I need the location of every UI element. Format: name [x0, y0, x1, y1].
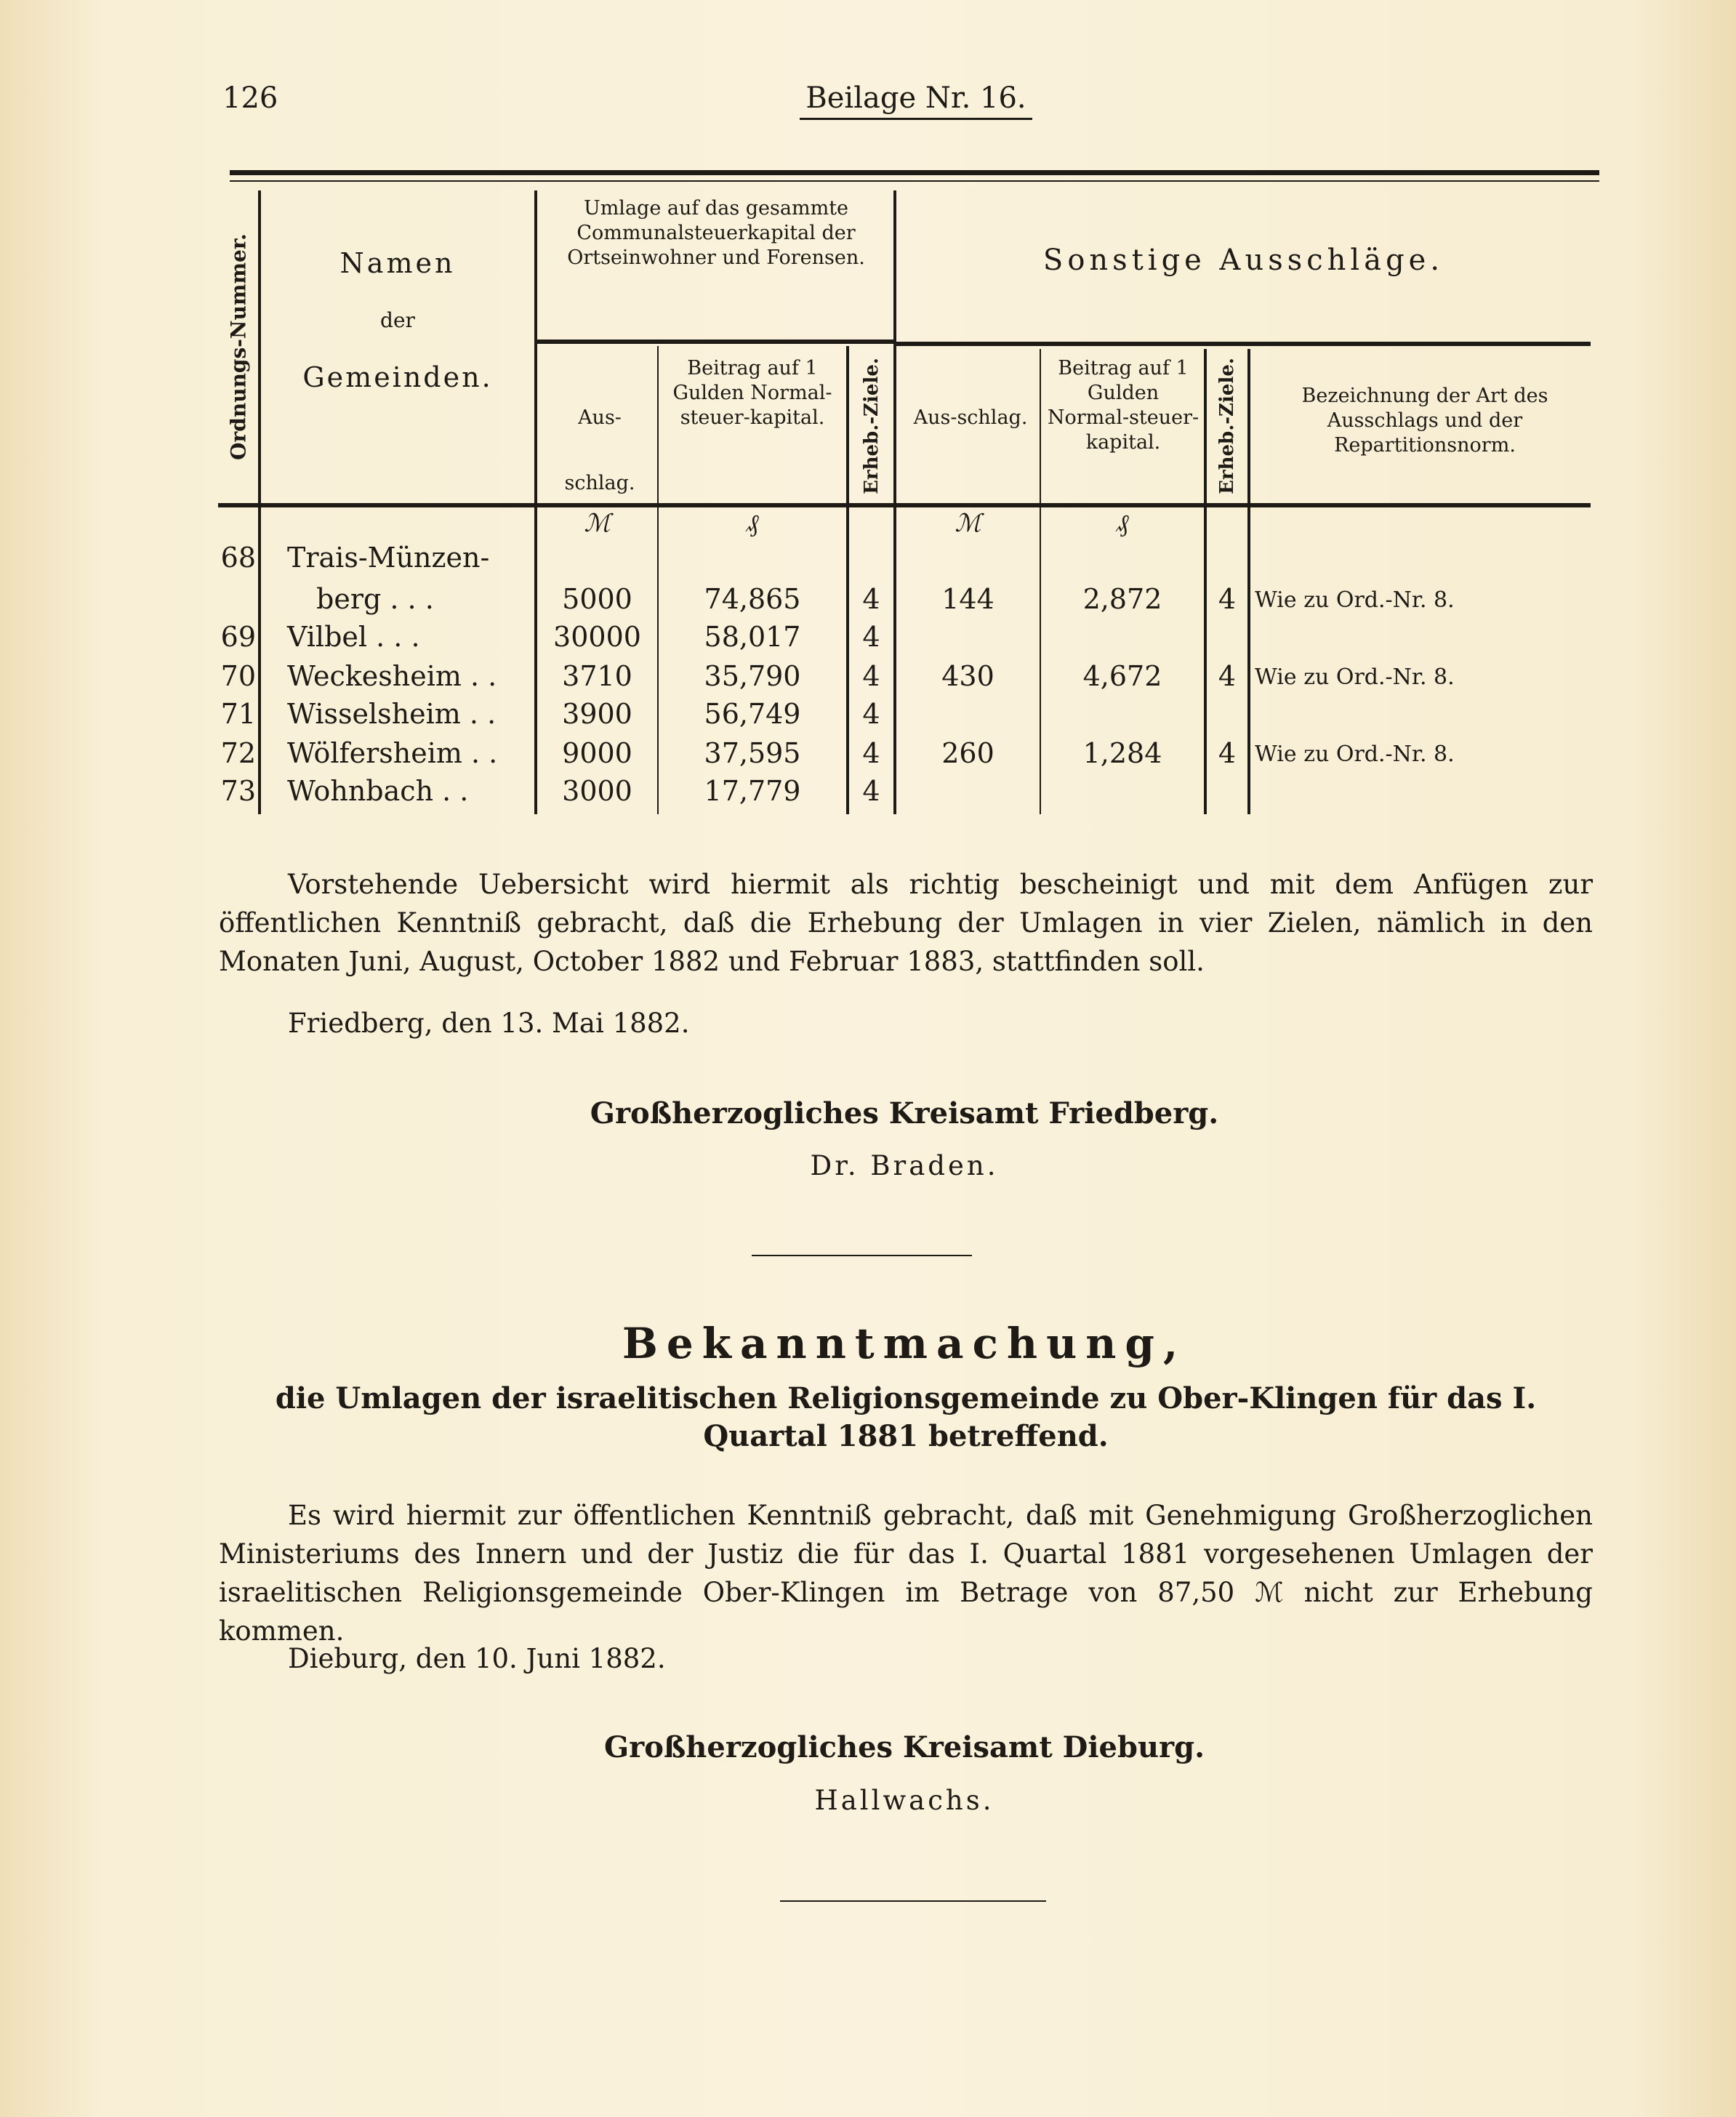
header-ordnungs-nummer-label: Ordnungs-Nummer.	[226, 233, 250, 460]
unit-mark: ℳ	[955, 509, 981, 538]
header-s-erheb-ziele-label: Erheb.-Ziele.	[1216, 358, 1238, 494]
cell-ausschlag: 3900	[562, 698, 632, 730]
header-namen	[261, 247, 534, 393]
cell-s-ausschlag: 430	[941, 660, 994, 692]
cell-s-beitrag: 2,872	[1082, 583, 1162, 615]
notice2-subtitle: die Umlagen der israelitischen Religionsgemeinde zu Ober-Klingen für das I. Quartal 1881 betreffend.	[275, 1381, 1537, 1453]
page-number: 126	[222, 81, 278, 115]
cell-s-beitrag: 1,284	[1082, 737, 1162, 769]
cell-name: Trais-Münzen-	[287, 542, 490, 574]
cell-s-ausschlag: 260	[941, 737, 994, 769]
cell-ziele: 4	[862, 775, 880, 807]
header-namen-line: der	[380, 308, 415, 332]
table-header-bottom-rule	[218, 503, 1591, 507]
header-s-beitrag: Beitrag auf 1 Gulden Normal-steuer-kapital.	[1047, 357, 1199, 454]
cell-ziele: 4	[862, 583, 880, 615]
notice1-body: Vorstehende Uebersicht wird hiermit als richtig bescheinigt und mit dem Anfügen zur öffentlichen Kenntniß gebracht, daß die Erhebung der Umlagen in vier Zielen, nämlich in den Monaten Juni, August, October 1882 und Februar 1883, stattfinden soll.	[219, 869, 1593, 977]
cell-beitrag: 17,779	[704, 775, 801, 807]
header-sonstige-group: Sonstige Ausschläge.	[1042, 244, 1444, 277]
sonstige-sub-rule	[895, 342, 1591, 346]
column-divider	[893, 190, 896, 814]
header-erheb-ziele-label: Erheb.-Ziele.	[860, 358, 883, 494]
cell-ausschlag: 5000	[562, 583, 632, 615]
cell-bezeichnung	[1255, 698, 1589, 702]
umlage-sub-rule	[536, 340, 895, 344]
header-ausschlag: Aus-schlag.	[564, 406, 635, 494]
header-namen-line: Namen	[339, 247, 456, 279]
cell-ausschlag: 3710	[562, 660, 632, 692]
notice2-title: Bekanntmachung,	[622, 1319, 1187, 1368]
table-top-thin-rule	[230, 180, 1599, 182]
header-s-ausschlag: Aus-schlag.	[913, 406, 1028, 429]
cell-bezeichnung	[1255, 775, 1589, 779]
cell-name-continued: berg . . .	[316, 583, 434, 615]
page-title: Beilage Nr. 16.	[800, 81, 1032, 120]
notice1-place-date: Friedberg, den 13. Mai 1882.	[288, 1008, 690, 1039]
notice1-authority: Großherzogliches Kreisamt Friedberg.	[590, 1096, 1219, 1130]
cell-ausschlag: 3000	[562, 775, 632, 807]
cell-beitrag: 37,595	[704, 737, 801, 769]
notice2-signature: Hallwachs.	[814, 1785, 994, 1816]
cell-s-ausschlag: 144	[941, 583, 994, 615]
cell-name: Weckesheim . .	[287, 660, 497, 692]
cell-nr: 70	[220, 660, 256, 692]
notice2-authority: Großherzogliches Kreisamt Dieburg.	[604, 1730, 1205, 1764]
cell-name: Wisselsheim . .	[287, 698, 497, 730]
cell-nr: 68	[220, 542, 256, 574]
cell-ziele: 4	[862, 621, 880, 653]
notice2-place-date: Dieburg, den 10. Juni 1882.	[288, 1643, 666, 1674]
header-s-erheb-ziele	[1207, 349, 1247, 503]
cell-nr: 72	[220, 737, 256, 769]
cell-bezeichnung: Wie zu Ord.-Nr. 8.	[1255, 742, 1455, 767]
header-beitrag: Beitrag auf 1 Gulden Normal-steuer-kapital.	[672, 357, 832, 429]
cell-ziele: 4	[862, 698, 880, 730]
unit-pfennig: ₰	[1116, 509, 1129, 538]
cell-nr: 71	[220, 698, 256, 730]
cell-beitrag: 56,749	[704, 698, 801, 730]
cell-name: Wohnbach . .	[287, 775, 469, 807]
cell-bezeichnung: Wie zu Ord.-Nr. 8.	[1255, 587, 1455, 613]
header-erheb-ziele	[849, 349, 893, 503]
cell-name: Vilbel . . .	[287, 621, 420, 653]
cell-ausschlag: 30000	[553, 621, 641, 653]
column-divider	[1247, 349, 1250, 814]
cell-ziele: 4	[862, 737, 880, 769]
table-top-rule	[230, 170, 1599, 175]
cell-beitrag: 58,017	[704, 621, 801, 653]
header-namen-line: Gemeinden.	[302, 361, 493, 393]
cell-bezeichnung	[1255, 621, 1589, 625]
cell-bezeichnung: Wie zu Ord.-Nr. 8.	[1255, 664, 1455, 690]
unit-pfennig: ₰	[746, 509, 759, 538]
header-umlage-group: Umlage auf das gesammte Communalsteuerkapital der Ortseinwohner und Forensen.	[567, 197, 865, 269]
unit-mark: ℳ	[584, 509, 611, 538]
cell-s-ziele: 4	[1218, 583, 1237, 615]
cell-beitrag: 35,790	[704, 660, 801, 692]
notice1-signature: Dr. Braden.	[810, 1150, 999, 1181]
divider-rule	[752, 1255, 972, 1256]
cell-s-ziele: 4	[1218, 660, 1237, 692]
cell-ausschlag: 9000	[562, 737, 632, 769]
cell-s-ziele: 4	[1218, 737, 1237, 769]
divider-rule	[780, 1900, 1046, 1902]
header-bezeichnung: Bezeichnung der Art des Ausschlags und der Repartitionsnorm.	[1301, 385, 1548, 457]
cell-ziele: 4	[862, 660, 880, 692]
notice2-body: Es wird hiermit zur öffentlichen Kenntniß gebracht, daß mit Genehmigung Großherzoglichen Ministeriums des Innern und der Justiz die für das I. Quartal 1881 vorgesehenen Umlagen der israelitischen Religionsgemeinde Ober-Klingen im Betrage von 87,50 ℳ nicht zur Erhebung kommen.	[219, 1500, 1593, 1647]
cell-beitrag: 74,865	[704, 583, 801, 615]
header-ordnungs-nummer	[218, 190, 258, 503]
cell-name: Wölfersheim . .	[287, 737, 498, 769]
cell-nr: 73	[220, 775, 256, 807]
cell-nr: 69	[220, 621, 256, 653]
cell-s-beitrag: 4,672	[1082, 660, 1162, 692]
